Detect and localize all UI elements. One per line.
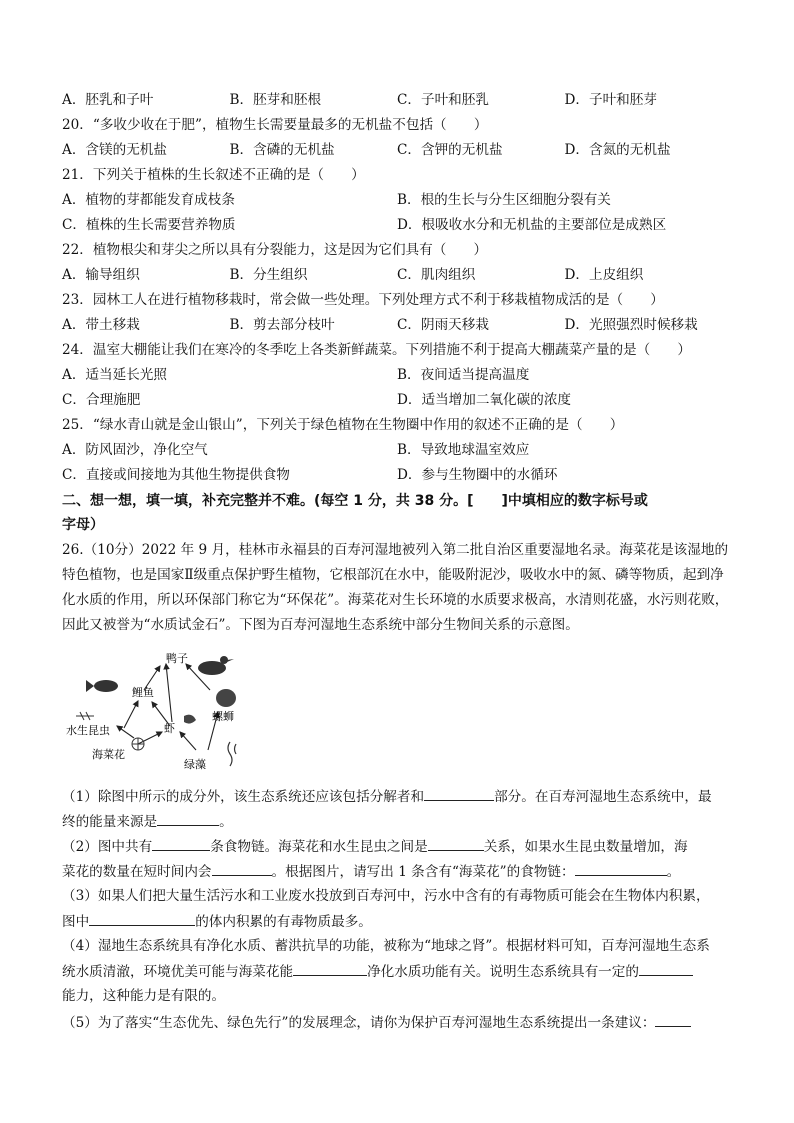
q24-option-c: C．合理施肥 (62, 392, 141, 408)
section2-heading-line1: 二、想一想，填一填，补充完整并不难。(每空 1 分，共 38 分。[ ]中填相应的数字标号或 (62, 493, 648, 509)
answer-blank-5[interactable] (212, 861, 272, 876)
duck-icon (198, 656, 234, 675)
q22-option-c: C．肌肉组织 (397, 267, 476, 283)
q20-option-d: D．含氮的无机盐 (564, 142, 671, 158)
q20-stem: 20．“多收少收在于肥”，植物生长需要量最多的无机盐不包括（ ） (62, 117, 488, 133)
q26-part2-line2: 菜花的数量在短时间内会 。根据图片，请写出 1 条含有“海菜花”的食物链： 。 (62, 861, 732, 882)
q19-option-b: B．胚芽和胚根 (229, 92, 322, 108)
q25-options-row2 (62, 465, 732, 485)
q22-option-d: D．上皮组织 (564, 267, 644, 283)
q25-options-row1 (62, 440, 732, 460)
q22-option-a: A．输导组织 (62, 267, 140, 283)
algae-label: 绿藻 (184, 758, 206, 771)
q24-options-row2 (62, 390, 732, 410)
q23-option-b: B．剪去部分枝叶 (229, 317, 335, 333)
q26-part4-line3: 能力，这种能力是有限的。 (62, 988, 226, 1004)
q22-option-b: B．分生组织 (229, 267, 308, 283)
q21-options-row2 (62, 215, 732, 235)
q23-option-d: D．光照强烈时候移栽 (564, 317, 698, 333)
q20-option-a: A．含镁的无机盐 (62, 142, 167, 158)
snail-icon (216, 689, 236, 707)
q26-intro: 26.（10分）2022 年 9 月，桂林市永福县的百寿河湿地被列入第二批自治区重要湿地名录。海菜花是该湿地的特色植物，也是国家Ⅱ级重点保护野生植物，它根部沉在水中，能吸附泥沙，吸收水中的氮、磷等物质，起到净化水质的作用，所以环保部门称它为“环保花”。海菜花对生长环境的水质要求极高，水清则花盛，水污则花败，因此又被誉为“水质试金石”。下图为百寿河湿地生态系统中部分生物间关系的示意图。 (62, 542, 729, 633)
q26-part3-line1: （3）如果人们把大量生活污水和工业废水投放到百寿河中，污水中含有的有毒物质可能会在生物体内积累， (62, 888, 710, 904)
q24-options-row1 (62, 365, 732, 385)
q24-stem: 24．温室大棚能让我们在寒冷的冬季吃上各类新鲜蔬菜。下列措施不利于提高大棚蔬菜产量的是（ ） (62, 342, 692, 358)
answer-blank-2[interactable] (157, 811, 219, 826)
q22-stem: 22．植物根尖和芽尖之所以具有分裂能力，这是因为它们具有（ ） (62, 242, 488, 258)
answer-blank-1[interactable] (424, 786, 494, 801)
q24-option-a: A．适当延长光照 (62, 367, 167, 383)
snail-label: 螺蛳 (212, 710, 234, 723)
insect-label: 水生昆虫 (66, 724, 110, 737)
q25-option-a: A．防风固沙，净化空气 (62, 442, 208, 458)
section2-heading-line2: 字母） (62, 517, 104, 533)
q21-stem: 21．下列关于植株的生长叙述不正确的是（ ） (62, 167, 365, 183)
algae-icon (228, 742, 236, 766)
q21-option-c: C．植株的生长需要营养物质 (62, 217, 236, 233)
carp-icon (86, 680, 118, 692)
duck-label: 鸭子 (166, 652, 188, 665)
q26-part1-line1: （1）除图中所示的成分外，该生态系统还应该包括分解者和 部分。在百寿河湿地生态系统中，最 (62, 786, 732, 807)
answer-blank-8[interactable] (293, 961, 367, 976)
q23-stem: 23．园林工人在进行植物移栽时，常会做一些处理。下列处理方式不利于移栽植物成活的是（ ） (62, 292, 664, 308)
answer-blank-6[interactable] (575, 861, 667, 876)
q26-part5-line1: （5）为了落实“生态优先、绿色先行”的发展理念，请你为保护百寿河湿地生态系统提出一条建议： (62, 1012, 732, 1033)
haicaihua-label: 海菜花 (92, 748, 125, 761)
q19-option-d: D．子叶和胚芽 (564, 92, 657, 108)
q19-option-c: C．子叶和胚乳 (397, 92, 489, 108)
q21-option-b: B．根的生长与分生区细胞分裂有关 (397, 192, 611, 208)
q21-options-row1 (62, 190, 732, 210)
q26-part2-line1: （2）图中共有 条食物链。海菜花和水生昆虫之间是 关系，如果水生昆虫数量增加，海 (62, 836, 732, 857)
q24-option-d: D．适当增加二氧化碳的浓度 (397, 392, 572, 408)
q26-part3-line2: 图中 的体内积累的有毒物质最多。 (62, 911, 732, 932)
q23-option-c: C．阴雨天移栽 (397, 317, 489, 333)
q20-options (62, 140, 732, 160)
answer-blank-9[interactable] (639, 961, 693, 976)
insect-icon (76, 712, 94, 720)
answer-blank-7[interactable] (89, 911, 195, 926)
q25-option-d: D．参与生物圈中的水循环 (397, 467, 558, 483)
q21-option-a: A．植物的芽都能发育成枝条 (62, 192, 235, 208)
shrimp-icon (184, 715, 196, 724)
carp-label: 鲤鱼 (132, 686, 154, 699)
food-web-diagram (62, 646, 252, 774)
shrimp-label: 虾 (164, 722, 175, 735)
answer-blank-10[interactable] (655, 1012, 691, 1027)
answer-blank-3[interactable] (152, 836, 210, 851)
q24-option-b: B．夜间适当提高温度 (397, 367, 530, 383)
q25-stem: 25．“绿水青山就是金山银山”，下列关于绿色植物在生物圈中作用的叙述不正确的是（ ） (62, 417, 624, 433)
food-web-arrows (117, 664, 218, 750)
q25-option-c: C．直接或间接地为其他生物提供食物 (62, 467, 290, 483)
q21-option-d: D．根吸收水分和无机盐的主要部位是成熟区 (397, 217, 667, 233)
q20-option-b: B．含磷的无机盐 (229, 142, 335, 158)
q26-part4-line2: 统水质清澈，环境优美可能与海菜花能 净化水质功能有关。说明生态系统具有一定的 (62, 961, 732, 982)
q19-options (62, 90, 732, 110)
haicaihua-icon (132, 738, 144, 750)
q22-options (62, 265, 732, 285)
q20-option-c: C．含钾的无机盐 (397, 142, 503, 158)
q19-option-a: A．胚乳和子叶 (62, 92, 154, 108)
q25-option-b: B．导致地球温室效应 (397, 442, 530, 458)
q26-part1-line2: 终的能量来源是 。 (62, 811, 732, 832)
q26-part4-line1: （4）湿地生态系统具有净化水质、蓄洪抗旱的功能，被称为“地球之肾”。根据材料可知，百寿河湿地生态系 (62, 938, 710, 954)
q23-options (62, 315, 732, 335)
q23-option-a: A．带土移栽 (62, 317, 140, 333)
answer-blank-4[interactable] (428, 836, 484, 851)
